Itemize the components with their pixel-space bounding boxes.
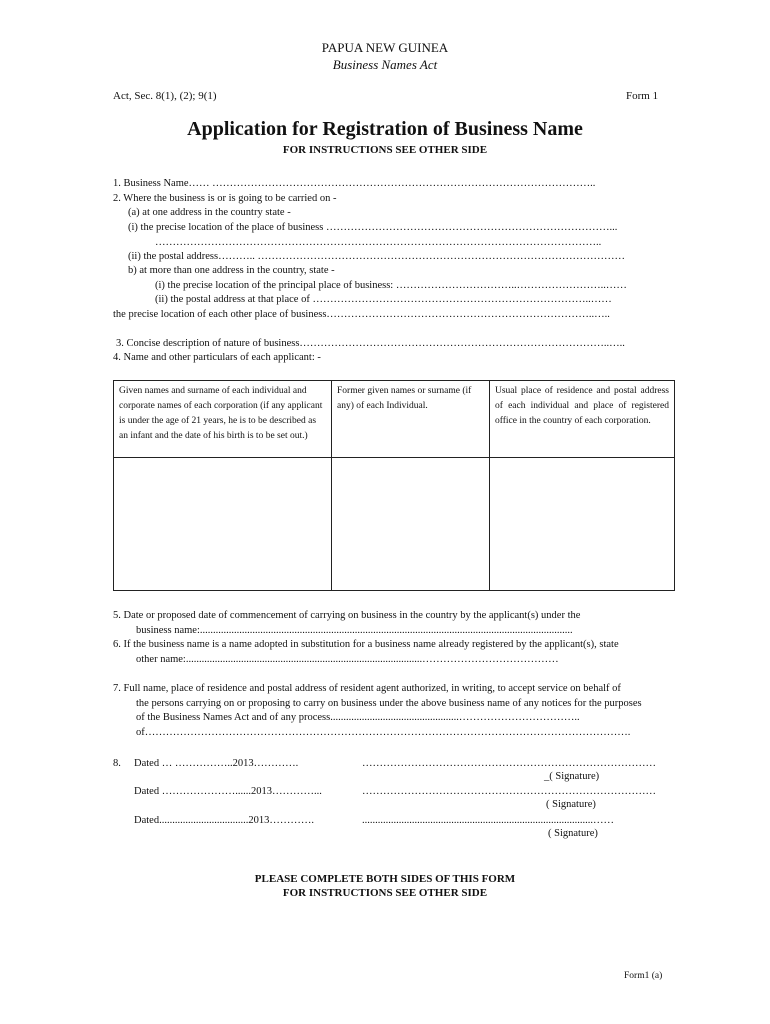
former-names-entry-cell[interactable] [332, 458, 490, 591]
instructions-footer-note: FOR INSTRUCTIONS SEE OTHER SIDE [282, 887, 488, 899]
country-heading: PAPUA NEW GUINEA [321, 40, 449, 55]
dated-field-1[interactable]: Dated … ……………..2013…………. [134, 758, 299, 769]
place-of-business-field[interactable]: (i) the precise location of the place of business ………………………………………………………………………... [128, 222, 618, 233]
column-header-names [114, 381, 332, 458]
page-title: Application for Registration of Business Name [187, 118, 583, 140]
column-header-former-names [332, 381, 490, 458]
signature-line-2[interactable]: ………………………………………………………………………… [362, 786, 656, 797]
principal-postal-address-field[interactable]: (ii) the postal address at that place of ……………………………………………………………………..…… [155, 294, 612, 305]
resident-agent-question: 7. Full name, place of residence and postal address of resident agent authorized, in writing, to accept service on behalf of [113, 683, 621, 694]
applicant-particulars-heading: 4. Name and other particulars of each applicant: - [113, 352, 321, 363]
other-places-field[interactable]: the precise location of each other place of business…………………………………………………………………..….. [113, 309, 610, 320]
substitution-question: 6. If the business name is a name adopted in substitution for a business name already registered by the applicant(s), state [113, 639, 619, 650]
names-entry-cell[interactable] [114, 458, 332, 591]
signature-label-3: ( Signature) [548, 828, 598, 839]
other-name-field[interactable]: other name:..........................................................................................………………………………… [136, 654, 559, 665]
one-address-option: (a) at one address in the country state - [128, 207, 291, 218]
page-label: Form1 (a) [624, 971, 663, 981]
resident-agent-field[interactable]: of the Business Names Act and of any process.................................................…………………………….. [136, 712, 580, 723]
column-header-former-names-text: Former given names or surname (if any) of each Individual. [337, 386, 472, 411]
residence-entry-cell[interactable] [490, 458, 675, 591]
business-name-field[interactable]: 1. Business Name…… ……………………………………………………………………………………………….. [113, 178, 596, 189]
column-header-residence-text: Usual place of residence and postal address of each individual and place of registered office in the country of each corporation. [495, 386, 669, 426]
dated-field-3[interactable]: Dated..................................2013…………. [134, 815, 314, 826]
column-header-names-text: Given names and surname of each individual and corporate names of each corporation (if any applicant is under the age of 21 years, he is to be described as an infant and the date of his birth is to be set out.) [119, 386, 323, 441]
act-title: Business Names Act [332, 57, 438, 72]
applicants-table [113, 380, 675, 591]
commencement-date-field[interactable]: business name:.............................................................................................................................................. [136, 625, 573, 636]
postal-address-field[interactable]: (ii) the postal address……….. …………………………………………………………………………………………… [128, 251, 625, 262]
resident-agent-address-field[interactable]: of…………………………………………………………………………………………………………………………. [136, 727, 631, 738]
section-reference: Act, Sec. 8(1), (2); 9(1) [113, 90, 217, 102]
signature-label-2: ( Signature) [546, 799, 596, 810]
nature-of-business-field[interactable]: 3. Concise description of nature of business……………………………………………………………………………..….. [116, 338, 625, 349]
principal-place-field[interactable]: (i) the precise location of the principal place of business: ……………………………..……………………..…… [155, 280, 627, 291]
item-number-8: 8. [113, 758, 121, 769]
instructions-heading: FOR INSTRUCTIONS SEE OTHER SIDE [282, 144, 488, 156]
signature-label-1: _( Signature) [544, 771, 600, 782]
signature-line-1[interactable]: ………………………………………………………………………… [362, 758, 656, 769]
place-of-business-field-continued[interactable]: ……………………………………………………………………………………………………………….. [155, 237, 602, 248]
column-header-residence [490, 381, 675, 458]
dated-field-2[interactable]: Dated …………………......2013…………... [134, 786, 322, 797]
commencement-date-question: 5. Date or proposed date of commencement of carrying on business in the country by the applicant(s) under the [113, 610, 581, 621]
form-number: Form 1 [626, 90, 659, 102]
complete-both-sides-note: PLEASE COMPLETE BOTH SIDES OF THIS FORM [254, 873, 516, 885]
resident-agent-question-line2: the persons carrying on or proposing to carry on business under the above business name of any notices for the purposes [136, 698, 642, 709]
multiple-addresses-option: b) at more than one address in the country, state - [128, 265, 335, 276]
business-location-question: 2. Where the business is or is going to be carried on - [113, 193, 337, 204]
signature-line-3[interactable]: ........................................................................................…… [362, 815, 614, 826]
